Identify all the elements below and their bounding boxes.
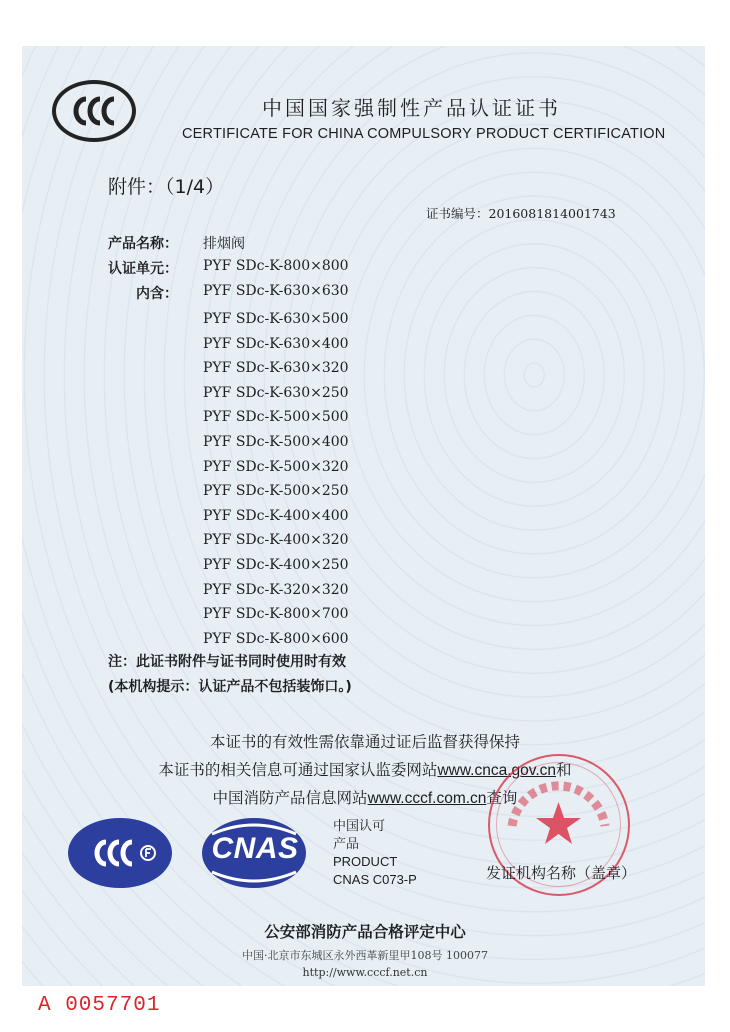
validity-line-2: 本证书的相关信息可通过国家认监委网站www.cnca.gov.cn和	[158, 761, 572, 779]
accreditation-line: 中国认可	[333, 819, 386, 834]
certificate-number: 证书编号：2016081814001743	[426, 206, 616, 221]
model-item: PYF SDc-K-500×400	[203, 433, 349, 450]
model-item: PYF SDc-K-500×500	[203, 409, 349, 426]
cnas-logo-text: CNAS	[211, 832, 299, 865]
model-item: PYF SDc-K-630×250	[203, 384, 349, 401]
validity-line-1: 本证书的有效性需依靠通过证后监督获得保持	[209, 733, 520, 751]
issuer-label: 发证机构名称（盖章）	[486, 864, 637, 882]
attachment-label: 附件：（1/4）	[108, 176, 225, 198]
model-item: PYF SDc-K-500×320	[203, 458, 349, 475]
model-item: PYF SDc-K-400×250	[203, 556, 349, 573]
model-list	[203, 307, 349, 651]
accreditation-code: CNAS C073-P	[333, 871, 417, 887]
cccf-link[interactable]: www.cccf.com.cn	[367, 790, 487, 807]
model-item: PYF SDc-K-630×400	[203, 335, 349, 352]
cert-unit-value: PYF SDc-K-800×800	[203, 258, 349, 274]
model-item: PYF SDc-K-500×250	[203, 483, 349, 500]
model-item: PYF SDc-K-800×700	[203, 606, 349, 623]
includes-label: 内含：	[136, 286, 178, 302]
validity-note: 注：此证书附件与证书同时使用时有效	[108, 654, 346, 670]
ccc-logo	[52, 80, 136, 142]
certificate-title-cn: 中国国家强制性产品认证证书	[262, 96, 561, 120]
accreditation-line: 产品	[333, 836, 360, 852]
accreditation-line: PRODUCT	[333, 854, 398, 869]
model-item: PYF SDc-K-800×600	[203, 630, 349, 647]
model-item: PYF SDc-K-400×400	[203, 507, 349, 524]
model-item: PYF SDc-K-400×320	[203, 532, 349, 549]
decoration-note: (本机构提示：认证产品不包括装饰口。)	[108, 679, 352, 695]
issuing-organization: 公安部消防产品合格评定中心	[264, 923, 466, 941]
model-item: PYF SDc-K-630×320	[203, 360, 349, 377]
cnca-link[interactable]: www.cnca.gov.cn	[437, 762, 557, 779]
cert-unit-label: 认证单元：	[108, 261, 178, 277]
model-item: PYF SDc-K-320×320	[203, 581, 349, 598]
serial-number: A 0057701	[38, 994, 161, 1017]
accreditation-block	[333, 818, 417, 888]
certificate-title-en: CERTIFICATE FOR CHINA COMPULSORY PRODUCT CERTIFICATION	[182, 126, 666, 142]
product-name-label: 产品名称：	[108, 236, 178, 252]
cccf-logo	[68, 818, 172, 888]
organization-address: 中国·北京市东城区永外西革新里甲108号 100077	[242, 949, 488, 962]
product-name-value: 排烟阀	[203, 236, 245, 252]
validity-line-3: 中国消防产品信息网站www.cccf.com.cn查询	[212, 789, 518, 807]
model-item: PYF SDc-K-630×630	[203, 283, 349, 299]
organization-url[interactable]: http://www.cccf.net.cn	[302, 966, 428, 979]
model-item: PYF SDc-K-630×500	[203, 311, 349, 327]
